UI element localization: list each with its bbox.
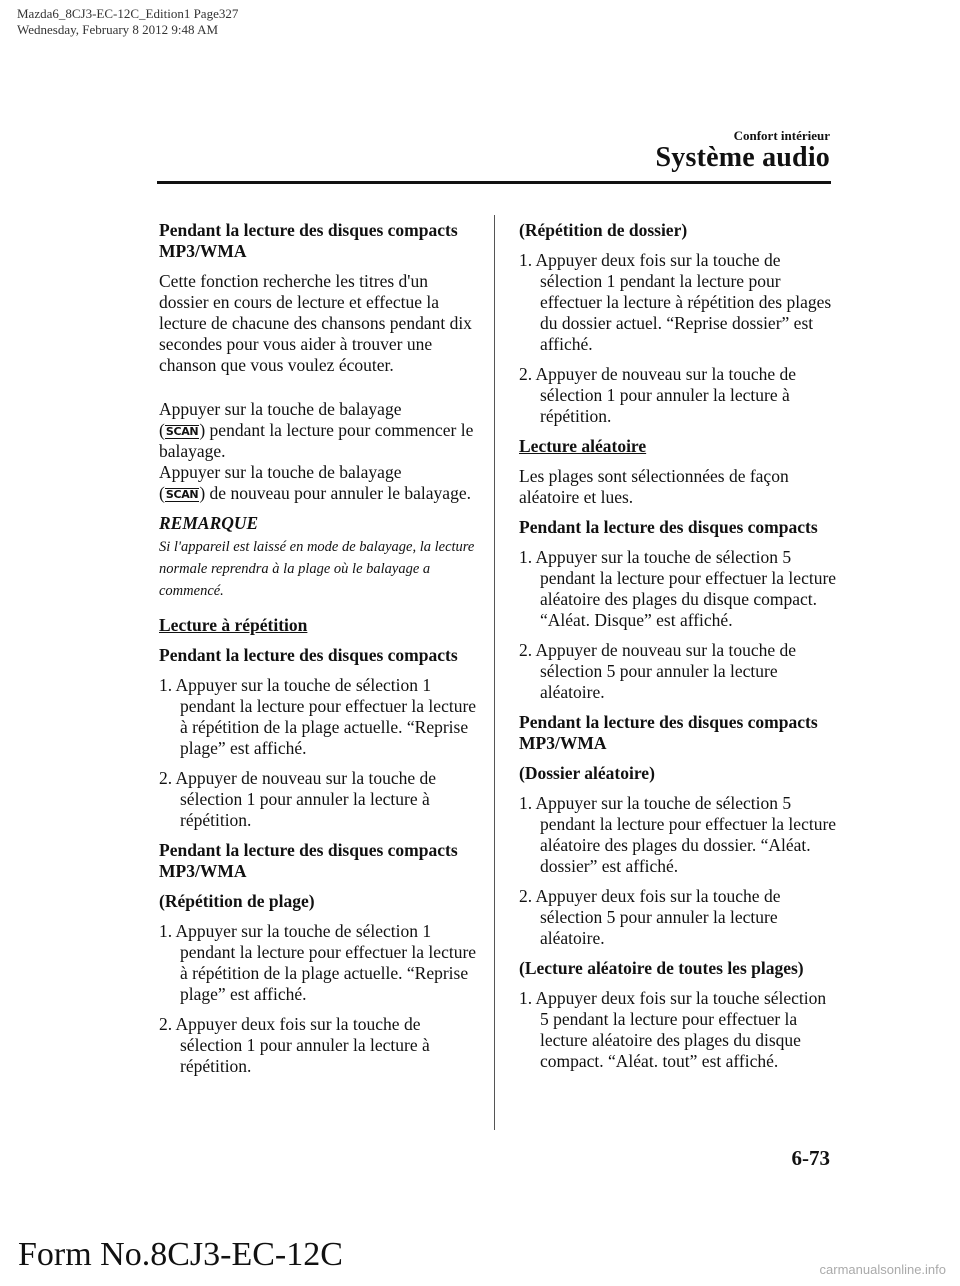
list-item: 1. Appuyer sur la touche de sélection 5 pendant la lecture pour effectuer la lecture aléatoire des plages du disque compact. “Aléat. Disque” est affiché. <box>519 547 837 630</box>
heading-mp3-wma: Pendant la lecture des disques compacts MP3/WMA <box>159 840 458 881</box>
list-item: 1. Appuyer deux fois sur la touche de sélection 1 pendant la lecture pour effectuer la lecture à répétition des plages du dossier actuel. “Reprise dossier” est affiché. <box>519 250 832 354</box>
header-rule <box>157 181 831 184</box>
list-item: 2. Appuyer de nouveau sur la touche de sélection 1 pour annuler la lecture à répétition. <box>159 768 437 830</box>
note-heading: REMARQUE <box>159 513 259 533</box>
right-column <box>519 220 837 1081</box>
scan-description: Cette fonction recherche les titres d'un dossier en cours de lecture et effectue la lecture de chacune des chansons pendant dix secondes pour vous aider à trouver une chanson que vous voulez écouter. <box>159 271 472 375</box>
watermark: carmanualsonline.info <box>819 1262 946 1277</box>
scan-stop-text-a: Appuyer sur la touche de balayage <box>159 462 402 482</box>
scan-button-icon: SCAN <box>165 488 199 501</box>
page-number: 6-73 <box>791 1146 830 1170</box>
heading-track-repeat: (Répétition de plage) <box>159 891 315 911</box>
random-description: Les plages sont sélectionnées de façon aléatoire et lues. <box>519 466 789 507</box>
list-item: 1. Appuyer sur la touche de sélection 1 pendant la lecture pour effectuer la lecture à répétition de la plage actuelle. “Reprise plage” est affiché. <box>159 921 477 1004</box>
page-title: Système audio <box>655 142 830 173</box>
list-item: 2. Appuyer deux fois sur la touche de sélection 5 pour annuler la lecture aléatoire. <box>519 886 781 948</box>
note-text: Si l'appareil est laissé en mode de balayage, la lecture normale reprendra à la plage où le balayage a commencé. <box>159 539 475 599</box>
print-meta-line-2: Wednesday, February 8 2012 9:48 AM <box>17 22 219 37</box>
scan-start-text-a: Appuyer sur la touche de balayage <box>159 399 402 419</box>
heading-repeat: Lecture à répétition <box>159 615 308 635</box>
heading-cd: Pendant la lecture des disques compacts <box>159 645 458 665</box>
scan-start-instruction: Appuyer sur la touche de balayage (SCAN) pendant la lecture pour commencer le balayage. Appuyer sur la touche de balayage (SCAN) de nouveau pour annuler le balayage. <box>159 399 474 503</box>
scan-start-text-b: ) pendant la lecture pour commencer le balayage. <box>159 420 474 461</box>
heading-cd: Pendant la lecture des disques compacts <box>519 517 818 537</box>
heading-folder-random: (Dossier aléatoire) <box>519 763 655 783</box>
heading-folder-repeat: (Répétition de dossier) <box>519 220 688 240</box>
form-number: Form No.8CJ3-EC-12C <box>18 1236 343 1273</box>
heading-mp3-wma: Pendant la lecture des disques compacts MP3/WMA <box>159 220 458 261</box>
heading-mp3-wma: Pendant la lecture des disques compacts MP3/WMA <box>519 712 818 753</box>
list-item: 1. Appuyer deux fois sur la touche sélection 5 pendant la lecture pour effectuer la lecture aléatoire des plages du disque compact. “Aléat. tout” est affiché. <box>519 988 827 1071</box>
list-item: 2. Appuyer de nouveau sur la touche de sélection 1 pour annuler la lecture à répétition. <box>519 364 797 426</box>
list-item: 2. Appuyer deux fois sur la touche de sélection 1 pour annuler la lecture à répétition. <box>159 1014 430 1076</box>
list-item: 1. Appuyer sur la touche de sélection 1 pendant la lecture pour effectuer la lecture à répétition de la plage actuelle. “Reprise plage” est affiché. <box>159 675 477 758</box>
left-column <box>159 220 477 1086</box>
heading-random: Lecture aléatoire <box>519 436 647 456</box>
print-meta-line-1: Mazda6_8CJ3-EC-12C_Edition1 Page327 <box>17 6 239 21</box>
scan-stop-text-b: ) de nouveau pour annuler le balayage. <box>199 483 471 503</box>
section-label: Confort intérieur <box>733 128 830 143</box>
column-divider <box>494 215 495 1130</box>
heading-all-random: (Lecture aléatoire de toutes les plages) <box>519 958 804 978</box>
print-meta <box>17 6 238 38</box>
list-item: 2. Appuyer de nouveau sur la touche de sélection 5 pour annuler la lecture aléatoire. <box>519 640 797 702</box>
list-item: 1. Appuyer sur la touche de sélection 5 pendant la lecture pour effectuer la lecture aléatoire des plages du dossier. “Aléat. dossier” est affiché. <box>519 793 837 876</box>
scan-button-icon: SCAN <box>165 425 199 438</box>
